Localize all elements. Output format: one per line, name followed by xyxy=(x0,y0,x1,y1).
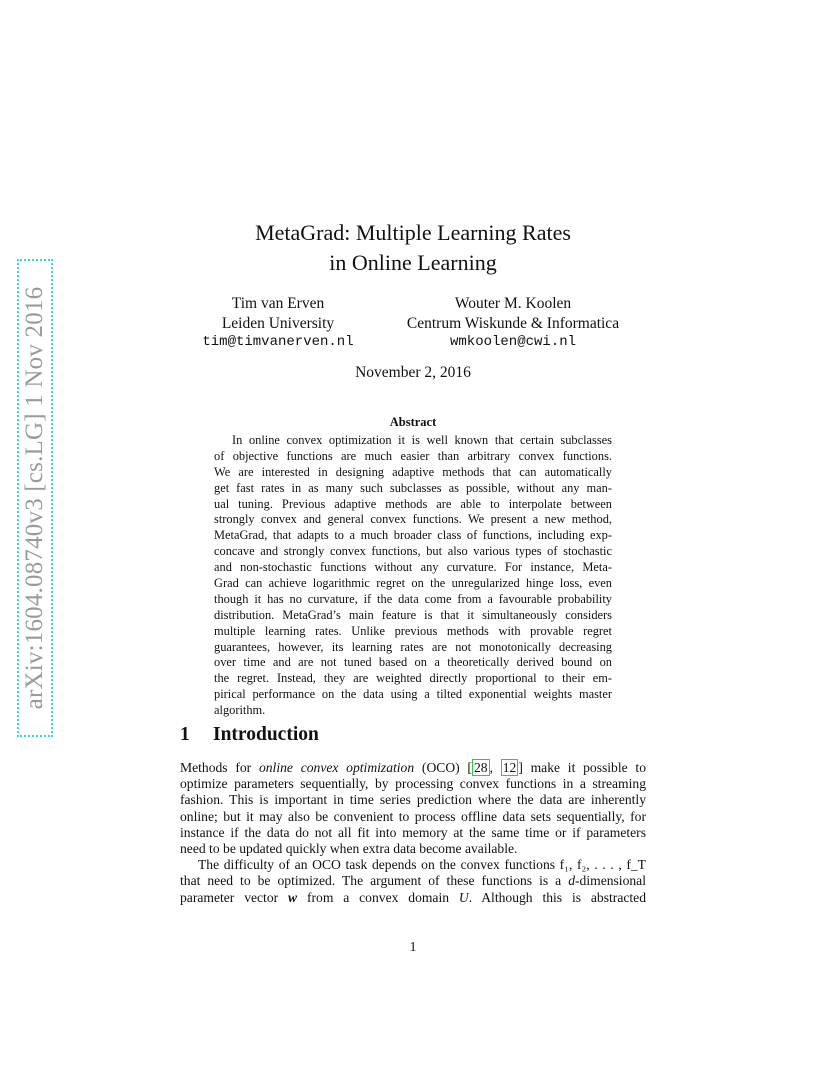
paper-date: November 2, 2016 xyxy=(355,364,471,381)
body-line: parameter vector w from a convex domain U. Although this is abstracted xyxy=(180,889,646,905)
abstract-line: Grad can achieve logarithmic regret on the unregularized hinge loss, even xyxy=(214,576,612,591)
abstract-line: MetaGrad, that adapts to a much broader class of functions, including exp- xyxy=(214,528,612,543)
abstract-line: multiple learning rates. Unlike previous methods with provable regret xyxy=(214,623,612,638)
arxiv-identifier-stamp xyxy=(17,259,53,737)
abstract-line: distribution. MetaGrad’s main feature is that it simultaneously considers xyxy=(214,607,612,622)
abstract-line: We are interested in designing adaptive methods that can automatically xyxy=(214,464,612,479)
author-affiliation: Centrum Wiskunde & Informatica xyxy=(406,314,620,332)
abstract-line: algorithm. xyxy=(214,703,266,718)
body-line: Methods for online convex optimization (OCO) [ 28 , 12 ] make it possible to xyxy=(180,760,646,775)
author-email: wmkoolen@cwi.nl xyxy=(449,334,577,350)
introduction-body xyxy=(180,760,646,906)
abstract-line: concave and strongly convex functions, but also various types of stochastic xyxy=(214,544,612,559)
abstract-line: over time and are not tuned based on a theoretically derived bound on xyxy=(214,655,612,670)
author-email: tim@timvanerven.nl xyxy=(202,334,354,350)
author-name: Tim van Erven xyxy=(231,295,325,312)
arxiv-identifier: arXiv:1604.08740v3 [cs.LG] 1 Nov 2016 xyxy=(21,286,48,710)
section-title: Introduction xyxy=(213,724,319,745)
abstract-heading: Abstract xyxy=(389,415,437,429)
section-number: 1 xyxy=(180,724,190,745)
body-line: The difficulty of an OCO task depends on the convex functions f₁, f₂, . . . , f_T xyxy=(198,857,646,873)
body-line: need to be updated quickly when extra data become available. xyxy=(180,840,518,856)
body-line: fashion. This is important in time series prediction where the data are inherently xyxy=(180,792,646,808)
author-name: Wouter M. Koolen xyxy=(454,295,572,312)
body-line: online; but it may also be convenient to process offline data sets sequentially, for xyxy=(180,808,646,824)
citation-link[interactable]: 28 xyxy=(473,760,488,775)
abstract-line: In online convex optimization it is well known that certain subclasses xyxy=(232,433,612,447)
abstract-body xyxy=(214,433,612,719)
abstract-line: and non-stochastic functions without any curvature. For instance, Meta- xyxy=(214,560,612,575)
section-heading xyxy=(180,724,319,746)
author-block-1 xyxy=(190,294,366,353)
body-line: instance if the data do not all fit into memory at the same time or if parameters xyxy=(180,824,646,840)
abstract-line: ual tuning. Previous adaptive methods are able to interpolate between xyxy=(214,496,612,511)
title-line-1: MetaGrad: Multiple Learning Rates xyxy=(255,220,571,245)
abstract-line: get fast rates in as many such subclasses as possible, without any man- xyxy=(214,480,612,495)
body-line: that need to be optimized. The argument of these functions is a d-dimensional xyxy=(180,873,646,889)
title-line-2: in Online Learning xyxy=(329,250,497,275)
author-block-2 xyxy=(380,294,646,353)
abstract-line: the regret. Instead, they are weighted directly proportional to their em- xyxy=(214,671,612,686)
author-affiliation: Leiden University xyxy=(221,314,335,332)
abstract-line: strongly convex and general convex functions. We present a new method, xyxy=(214,512,612,527)
page-number: 1 xyxy=(409,939,417,954)
citation-link[interactable]: 12 xyxy=(502,760,517,775)
abstract-line: guarantees, however, its learning rates are not monotonically decreasing xyxy=(214,639,612,654)
body-line: optimize parameters sequentially, by processing convex functions in a streaming xyxy=(180,776,646,792)
abstract-line: of objective functions are much easier than arbitrary convex functions. xyxy=(214,448,612,463)
paper-title xyxy=(180,218,646,278)
abstract-line: pirical performance on the data using a tilted exponential weights master xyxy=(214,687,612,702)
abstract-line: though it has no curvature, if the data come from a favourable probability xyxy=(214,591,612,606)
